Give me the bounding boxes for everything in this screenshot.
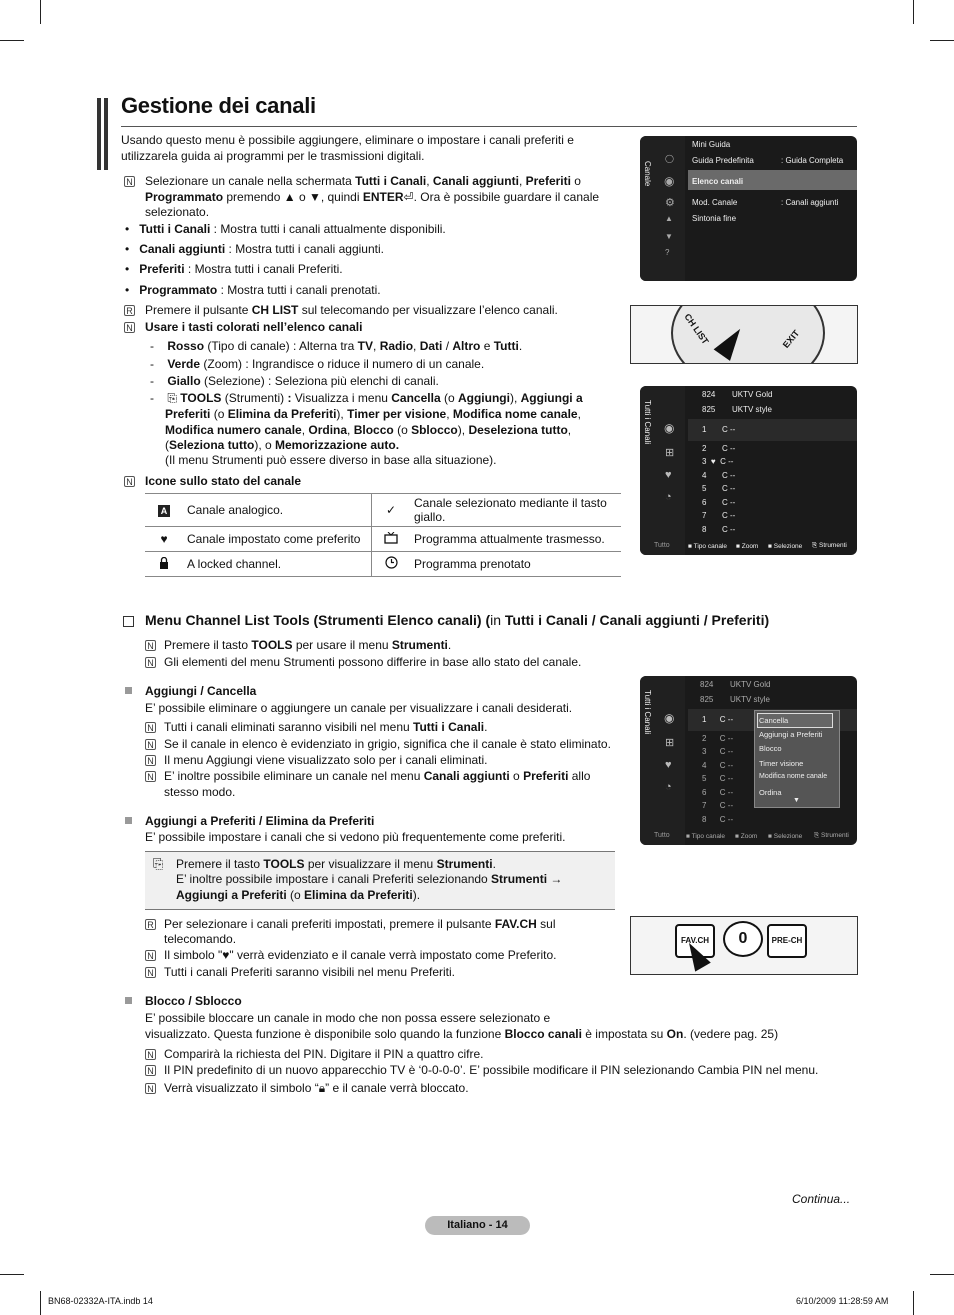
note-icon: N (145, 1065, 156, 1076)
ch-list-button: CH LIST (682, 311, 711, 347)
channel-row[interactable]: 2 C -- (702, 444, 736, 453)
note-icon: N (145, 640, 156, 651)
tools-key-label: ⎘ Strumenti (812, 542, 847, 549)
table-row (145, 552, 621, 577)
list-item: • Canali aggiunti : Mostra tutti i canali aggiunti. (125, 242, 384, 256)
note-text: Tutti i canali Preferiti saranno visibili nel menu Preferiti. (164, 965, 456, 979)
body-text: visualizzato. Questa funzione è disponibile solo quando la funzione Blocco canali è impostata su On. (vedere pag. 25) (145, 1027, 779, 1041)
crop-mark (930, 1274, 954, 1275)
crop-mark (913, 1291, 914, 1315)
note-text: Il menu Aggiungi viene visualizzato solo per i canali eliminati. (164, 753, 488, 767)
tools-key-label: ⎘ Strumenti (814, 832, 849, 839)
popup-item-preferiti[interactable]: Aggiungi a Preferiti (759, 730, 823, 739)
continue-text: Continua... (792, 1192, 851, 1206)
menu-icon: ◉ (664, 174, 675, 188)
enter-icon: ⏎ (403, 189, 414, 204)
subheading: Blocco / Sblocco (145, 994, 242, 1008)
green-key-label: ■ Zoom (736, 543, 759, 550)
tools-icon: ⎘ (167, 391, 177, 405)
section-checkbox-icon (123, 616, 134, 627)
tv-icon (372, 527, 411, 552)
subheading: Aggiungi / Cancella (145, 684, 257, 698)
table-cell: Canale selezionato mediante il tasto giallo. (410, 494, 621, 527)
note-icon: N (145, 657, 156, 668)
note-icon: N (145, 967, 156, 978)
yellow-key-label: ■ Selezione (768, 543, 803, 550)
menu-item[interactable]: Mod. Canale (692, 198, 738, 207)
bullet-square-icon (125, 997, 132, 1004)
added-icon: ⊞ (665, 447, 675, 459)
list-item: - Giallo (Selezione) : Seleziona più elenchi di canali. (150, 374, 439, 388)
antenna-icon: ◉ (664, 711, 675, 725)
note-icon: N (124, 176, 135, 187)
crop-mark (0, 1274, 24, 1275)
channel-row[interactable]: 1 C -- (702, 425, 736, 434)
menu-item[interactable]: Elenco canali (692, 177, 744, 186)
note-text: Comparirà la richiesta del PIN. Digitare il PIN a quattro cifre. (164, 1047, 484, 1061)
clock-icon: ◔ (665, 491, 672, 503)
channel-row[interactable]: 1 C -- (702, 715, 734, 724)
page-number-pill: Italiano - 14 (425, 1216, 530, 1235)
menu-item-value: : Guida Completa (781, 156, 844, 165)
note-text: Se il canale in elenco è evidenziato in grigio, significa che il canale è stato eliminato. (164, 737, 611, 751)
menu-item[interactable]: Guida Predefinita (692, 156, 754, 165)
channel-row[interactable]: 4 C -- (702, 471, 736, 480)
table-cell: Programma prenotato (410, 552, 621, 577)
note-ch-list: Premere il pulsante CH LIST sul telecomando per visualizzare l’elenco canali. (145, 303, 558, 317)
menu-item[interactable]: Mini Guida (692, 140, 731, 149)
tools-icon: ⎘ (153, 856, 164, 871)
list-item: - Verde (Zoom) : Ingrandisce o riduce il numero di un canale. (150, 357, 485, 371)
body-text: E’ possibile bloccare un canale in modo che non possa essere selezionato e (145, 1011, 551, 1025)
heart-icon: ♥ (665, 759, 672, 771)
popup-item-blocco[interactable]: Blocco (759, 744, 782, 753)
title-bar (97, 98, 101, 170)
crop-mark (40, 0, 41, 24)
tools-text: (Seleziona tutto), o Memorizzazione auto. (165, 438, 400, 452)
note-icon: N (145, 771, 156, 782)
table-cell: A locked channel. (183, 552, 372, 577)
clock-icon (372, 552, 411, 577)
channel-row[interactable]: 6 C -- (702, 498, 736, 507)
crop-mark (0, 40, 24, 41)
analog-icon: A (145, 494, 183, 527)
heart-icon: ♥ (145, 527, 183, 552)
note-icon: N (124, 476, 135, 487)
menu-icon: ▲ (665, 214, 673, 223)
note-text: E’ inoltre possibile eliminare un canale nel menu Canali aggiunti o Preferiti allo (164, 769, 591, 783)
red-key-label: ■ Tipo canale (686, 833, 725, 840)
note-text: Verrà visualizzato il simbolo “🔒︎” e il canale verrà bloccato. (164, 1081, 469, 1095)
chevron-down-icon: ▼ (793, 797, 800, 804)
channel-row[interactable]: 3 C -- (702, 747, 734, 756)
antenna-icon: ◉ (664, 421, 675, 435)
channel-name: UKTV style (732, 405, 773, 414)
channel-menu-screenshot (640, 136, 857, 281)
list-side-label: Tutti i Canali (643, 400, 652, 445)
note-text: telecomando. (164, 932, 237, 946)
bullet-square-icon (125, 817, 132, 824)
note-tools-differ: Gli elementi del menu Strumenti possono differire in base allo stato del canale. (164, 655, 582, 669)
note-text: Per selezionare i canali preferiti impostati, premere il pulsante FAV.CH sul (164, 917, 556, 931)
lock-icon (145, 552, 183, 577)
channel-number: 825 (700, 695, 714, 704)
channel-row[interactable]: 4 C -- (702, 761, 734, 770)
gear-icon: ⚙ (665, 197, 675, 209)
crop-mark (930, 40, 954, 41)
channel-list-screenshot (640, 386, 857, 555)
menu-icon: ? (665, 248, 670, 257)
box-text: Aggiungi a Preferiti (o Elimina da Preferiti). (176, 888, 421, 902)
exit-button: EXIT (780, 328, 802, 350)
channel-name: UKTV style (730, 695, 771, 704)
list-item: • Programmato : Mostra tutti i canali prenotati. (125, 283, 381, 297)
list-side-label: Tutti i Canali (643, 690, 652, 735)
note-text: Il PIN predefinito di un nuovo apparecchio TV è ‘0-0-0-0’. E’ possibile modificare il PIN selezionando Cambia PIN nel menu. (164, 1063, 819, 1077)
bullet-square-icon (125, 687, 132, 694)
table-cell: Canale impostato come preferito (183, 527, 372, 552)
clock-icon: ◔ (665, 781, 672, 793)
note-text: Tutti i canali eliminati saranno visibili nel menu Tutti i Canali. (164, 720, 488, 734)
table-row (145, 527, 621, 552)
crop-mark (913, 0, 914, 24)
zero-button: 0 (723, 921, 763, 957)
list-footer-all: Tutto (654, 832, 670, 839)
body-text: E’ possibile eliminare o aggiungere un canale per visualizzare i canali desiderati. (145, 701, 573, 715)
added-icon: ⊞ (665, 737, 675, 749)
popup-item-rename[interactable]: Modifica nome canale (759, 773, 828, 780)
heart-icon: ♥ (665, 469, 672, 481)
table-row (145, 494, 621, 527)
checkmark-icon: ✓ (372, 494, 411, 527)
tools-text: (Il menu Strumenti può essere diverso in base alla situazione). (165, 453, 497, 467)
remote-icon: R (124, 305, 135, 316)
list-item: - Rosso (Tipo di canale) : Alterna tra TV, Radio, Dati / Altro e Tutti. (150, 339, 523, 353)
channel-row[interactable]: 7 C -- (702, 801, 734, 810)
footer-timestamp: 6/10/2009 11:28:59 AM (796, 1296, 889, 1306)
box-text: E’ inoltre possibile impostare i canali Preferiti selezionando Strumenti → (176, 872, 563, 886)
channel-number: 824 (702, 390, 716, 399)
note-text: Il simbolo "♥" verrà evidenziato e il canale verrà impostato come Preferito. (164, 948, 557, 962)
pre-ch-button: PRE-CH (767, 924, 807, 958)
yellow-key-label: ■ Selezione (768, 833, 803, 840)
channel-row[interactable]: 8 C -- (702, 815, 734, 824)
channel-row[interactable]: 2 C -- (702, 734, 734, 743)
remote-control-image-2 (630, 916, 858, 975)
channel-number: 824 (700, 680, 714, 689)
footer-filename: BN68-02332A-ITA.indb 14 (48, 1296, 153, 1306)
list-item: - ⎘ TOOLS (Strumenti) : Visualizza i menu Cancella (o Aggiungi), Aggiungi a (150, 391, 583, 405)
intro-text: Usando questo menu è possibile aggiungere, eliminare o impostare i canali preferiti e utilizzarela guida ai programmi per le trasmissioni digitali. (121, 133, 574, 163)
note-text: stesso modo. (164, 785, 236, 799)
channel-number: 825 (702, 405, 716, 414)
note-icon: N (145, 1049, 156, 1060)
note-tools: Premere il tasto TOOLS per usare il menu Strumenti. (164, 638, 452, 652)
table-cell: Programma attualmente trasmesso. (410, 527, 621, 552)
fav-ch-button: FAV.CH (675, 924, 715, 958)
menu-icon: ▼ (665, 232, 673, 241)
popup-item-timer[interactable]: Timer visione (759, 759, 804, 768)
note-status-icons: Icone sullo stato del canale (145, 474, 302, 488)
channel-row[interactable]: 5 C -- (702, 774, 734, 783)
note-select-channel: Selezionare un canale nella schermata Tutti i Canali, Canali aggiunti, Preferiti o Programmato premendo ▲ o ▼, quindi ENTER⏎. Ora è possibile guardare il canale selezionato. (145, 174, 600, 219)
red-key-label: ■ Tipo canale (688, 543, 727, 550)
channel-name: UKTV Gold (732, 390, 773, 399)
title-rule (121, 126, 857, 127)
menu-item-value: : Canali aggiunti (781, 198, 839, 207)
channel-row[interactable]: 6 C -- (702, 788, 734, 797)
channel-row[interactable]: 3 ♥ C -- (702, 457, 734, 466)
list-footer-all: Tutto (654, 542, 670, 549)
list-item: • Preferiti : Mostra tutti i canali Preferiti. (125, 262, 343, 276)
menu-sidebar (640, 136, 685, 281)
list-item: • Tutti i Canali : Mostra tutti i canali attualmente disponibili. (125, 222, 446, 236)
note-icon: N (124, 322, 135, 333)
note-icon: N (145, 1083, 156, 1094)
note-icon: N (145, 739, 156, 750)
channel-list-tools-screenshot (640, 676, 857, 845)
page-title: Gestione dei canali (121, 93, 316, 118)
table-cell: Canale analogico. (183, 494, 372, 527)
channel-name: UKTV Gold (730, 680, 771, 689)
section-heading: Menu Channel List Tools (Strumenti Elenco canali) (in Tutti i Canali / Canali aggiunti / Preferiti) (145, 612, 770, 628)
menu-item[interactable]: Sintonia fine (692, 214, 737, 223)
lock-icon: 🔒︎ (318, 1081, 326, 1095)
green-key-label: ■ Zoom (735, 833, 758, 840)
title-bar (104, 98, 108, 170)
status-icon-table (145, 493, 621, 577)
menu-side-label: Canale (643, 161, 652, 187)
subheading: Aggiungi a Preferiti / Elimina da Preferiti (145, 814, 375, 828)
remote-control-image (630, 305, 858, 364)
remote-icon: R (145, 919, 156, 930)
note-colored-keys: Usare i tasti colorati nell’elenco canali (145, 320, 363, 334)
note-icon: N (145, 755, 156, 766)
tools-text: Modifica numero canale, Ordina, Blocco (o Sblocco), Deseleziona tutto, (165, 423, 572, 437)
popup-item-ordina[interactable]: Ordina (759, 788, 782, 797)
popup-item-cancella[interactable]: Cancella (759, 716, 789, 725)
menu-icon: ◯ (665, 154, 674, 163)
note-icon: N (145, 950, 156, 961)
note-icon: N (145, 722, 156, 733)
box-text: Premere il tasto TOOLS per visualizzare il menu Strumenti. (176, 857, 496, 871)
channel-row[interactable]: 5 C -- (702, 484, 736, 493)
crop-mark (40, 1291, 41, 1315)
channel-row[interactable]: 7 C -- (702, 511, 736, 520)
tools-text: Preferiti (o Elimina da Preferiti), Timer per visione, Modifica nome canale, (165, 407, 581, 421)
body-text: E’ possibile impostare i canali che si vedono più frequentemente come preferiti. (145, 830, 566, 844)
channel-row[interactable]: 8 C -- (702, 525, 736, 534)
